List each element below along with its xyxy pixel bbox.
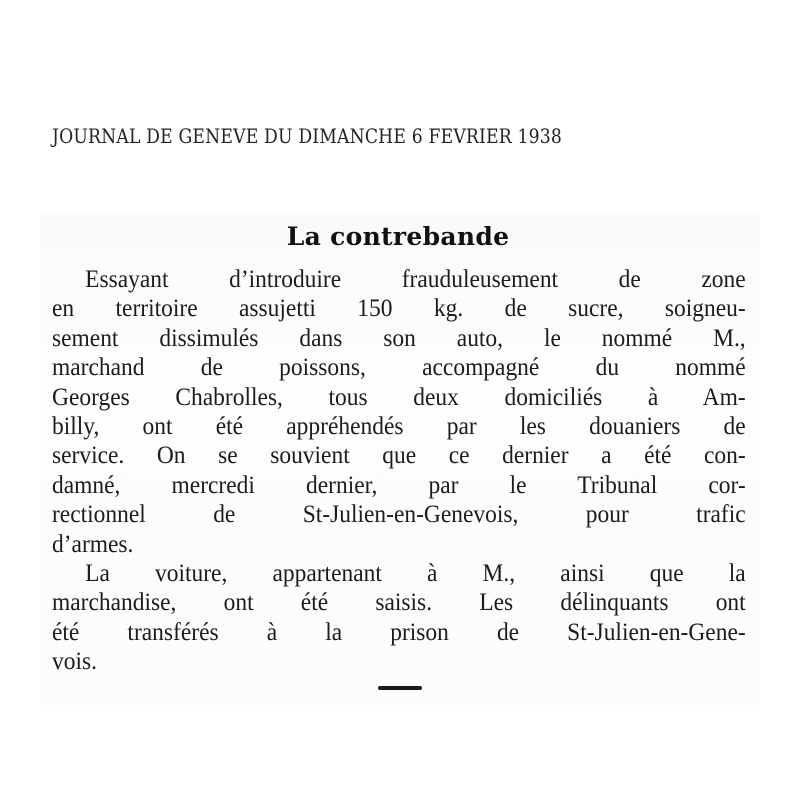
article-line: La voiture, appartenant à M., ainsi que la (85, 557, 746, 587)
article-line: été transférés à la prison de St-Julien-en-Gene- (52, 616, 746, 646)
article-line: Georges Chabrolles, tous deux domiciliés à Am- (52, 381, 746, 411)
article-line: marchand de poissons, accompagné du nommé (52, 352, 746, 382)
article-line: damné, mercredi dernier, par le Tribunal cor- (52, 469, 746, 499)
article-line: d’armes. (52, 528, 134, 558)
article-headline: La contrebande (286, 222, 510, 251)
newspaper-masthead: JOURNAL DE GENEVE DU DIMANCHE 6 FEVRIER 1938 (52, 124, 562, 148)
article-line: Essayant d’introduire frauduleusement de zone (85, 264, 746, 293)
article-line: sement dissimulés dans son auto, le nommé M., (52, 322, 746, 352)
article-end-separator (378, 686, 422, 690)
article-paragraph-1 (52, 264, 746, 558)
article-line: service. On se souvient que ce dernier a été con- (52, 440, 746, 470)
article-body (52, 264, 746, 675)
article-line: billy, ont été appréhendés par les douaniers de (52, 410, 746, 440)
article-line: en territoire assujetti 150 kg. de sucre, soigneu- (52, 293, 746, 323)
article-line: rectionnel de St-Julien-en-Genevois, pour trafic (52, 499, 746, 529)
article-line: vois. (52, 646, 97, 676)
article-paragraph-2 (52, 558, 746, 676)
article-line: marchandise, ont été saisis. Les délinquants ont (52, 587, 746, 617)
